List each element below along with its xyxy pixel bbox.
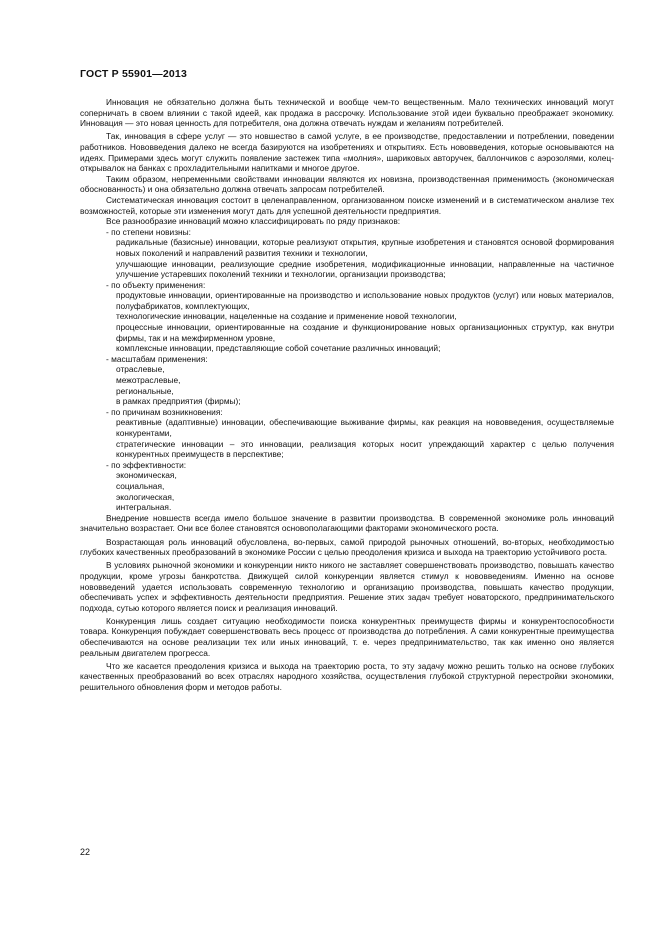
classification-item: радикальные (базисные) инновации, которые реализуют открытия, крупные изобретения и становятся основой формирования новых поколений и направлений развития техники и технологии, bbox=[116, 237, 614, 258]
classification-item: экологическая, bbox=[116, 491, 175, 502]
classification-item: межотраслевые, bbox=[116, 375, 181, 386]
page-number: 22 bbox=[80, 847, 91, 857]
classification-item: реактивные (адаптивные) инновации, обеспечивающие выживание фирмы, как реакция на нововведения, осуществляемые конкурентами, bbox=[116, 417, 614, 438]
classification-item: социальная, bbox=[116, 480, 165, 491]
classification-label: - масштабам применения: bbox=[106, 353, 208, 364]
paragraph: Систематическая инновация состоит в целенаправленном, организованном поиске изменений и в систематическом анализе тех возможностей, которые эти изменения могут дать для успешной деятельности предприятия. bbox=[80, 194, 614, 216]
paragraph: Конкуренция лишь создает ситуацию необходимости поиска конкурентных преимуществ фирмы и конкурентоспособности товара. Конкуренция побуждает совершенствовать весь процесс от производства до потребления. А сами конкурентные преимущества обеспечиваются на основе реализации тех или иных инноваций, т. е. через предпринимательство, так как именно оно является реальным двигателем прогресса. bbox=[80, 615, 614, 658]
classification-item: экономическая, bbox=[116, 470, 177, 481]
classification-label: - по степени новизны: bbox=[106, 226, 191, 237]
paragraph: Инновация не обязательно должна быть технической и вообще чем-то вещественным. Мало технических инноваций могут соперничать в своем влиянии с такой идеей, как продажа в рассрочку. Использование этой идеи буквально преображает экономику. Инновация — это новая ценность для потребителя, она должна отвечать нуждам и желаниям потребителей. bbox=[80, 97, 614, 129]
classification-label: - по объекту применения: bbox=[106, 279, 206, 290]
classification-label: - по эффективности: bbox=[106, 459, 187, 470]
paragraph: В условиях рыночной экономики и конкуренции никто никого не заставляет совершенствовать производство, повышать качество продукции, кроме угрозы банкротства. Движущей силой конкуренции является стимул к нововведениям. Именно на основе нововведений удается использовать современную технологию и организацию производства, повышать качество продукции, обеспечивать успех и эффективность деятельности предприятия. Решение этих задач требует новаторского, предпринимательского подхода, сутью которого является поиск и реализация инноваций. bbox=[80, 560, 614, 613]
classification-item: технологические инновации, нацеленные на создание и применение новой технологии, bbox=[116, 311, 457, 322]
classification-item: в рамках предприятия (фирмы); bbox=[116, 396, 241, 407]
classification-item: улучшающие инновации, реализующие средние изобретения, модификационные инновации, направленные на частичное улучшение устаревших поколений техники и технологии, организации производства; bbox=[116, 258, 614, 280]
classification-item: продуктовые инновации, ориентированные на производство и использование новых продуктов (услуг) или новых материалов, полуфабрикатов, комплектующих, bbox=[116, 290, 614, 311]
standard-header: ГОСТ Р 55901—2013 bbox=[80, 68, 188, 80]
paragraph: Возрастающая роль инноваций обусловлена, во-первых, самой природой рыночных отношений, во-вторых, необходимостью глубоких качественных преобразований в экономике России с целью преодоления кризиса и выхода на траекторию устойчивого роста. bbox=[80, 536, 614, 558]
paragraph: Все разнообразие инноваций можно классифицировать по ряду признаков: bbox=[106, 216, 401, 227]
paragraph: Внедрение новшеств всегда имело большое значение в развитии производства. В современной экономике роль инноваций значительно возрастает. Они все более становятся основополагающими факторами экономического роста. bbox=[80, 512, 614, 534]
classification-item: процессные инновации, ориентированные на создание и функционирование новых организационных структур, как внутри фирмы, так и на межфирменном уровне, bbox=[116, 322, 614, 343]
paragraph: Что же касается преодоления кризиса и выхода на траекторию роста, то эту задачу можно решить только на основе глубоких качественных преобразований во всех отраслях народного хозяйства, осуществления глубокой структурной перестройки экономики, решительного обновления форм и методов работы. bbox=[80, 660, 614, 693]
classification-label: - по причинам возникновения: bbox=[106, 406, 223, 417]
classification-item: отраслевые, bbox=[116, 364, 165, 375]
classification-item: комплексные инновации, представляющие собой сочетание различных инноваций; bbox=[116, 343, 441, 354]
classification-item: стратегические инновации – это инновации, реализация которых носит упреждающий характер с целью получения конкурентных преимуществ в перспективе; bbox=[116, 438, 614, 460]
classification-item: региональные, bbox=[116, 385, 174, 396]
paragraph: Так, инновация в сфере услуг — это новшество в самой услуге, в ее производстве, предоставлении и потреблении, поведении работников. Нововведения далеко не всегда базируются на изобретениях и открытиях. Есть нововведения, которые основываются на идеях. Примерами здесь могут служить появление застежек типа «молния», шариковых авторучек, баллончиков с аэрозолями, колец-открывалок на банках с прохладительными напитками и многое другое. bbox=[80, 131, 614, 174]
document-body bbox=[80, 97, 614, 693]
paragraph: Таким образом, непременными свойствами инновации являются их новизна, производственная применимость (экономическая обоснованность) и она обязательно должна отвечать запросам потребителей. bbox=[80, 173, 614, 195]
classification-item: интегральная. bbox=[116, 502, 172, 513]
